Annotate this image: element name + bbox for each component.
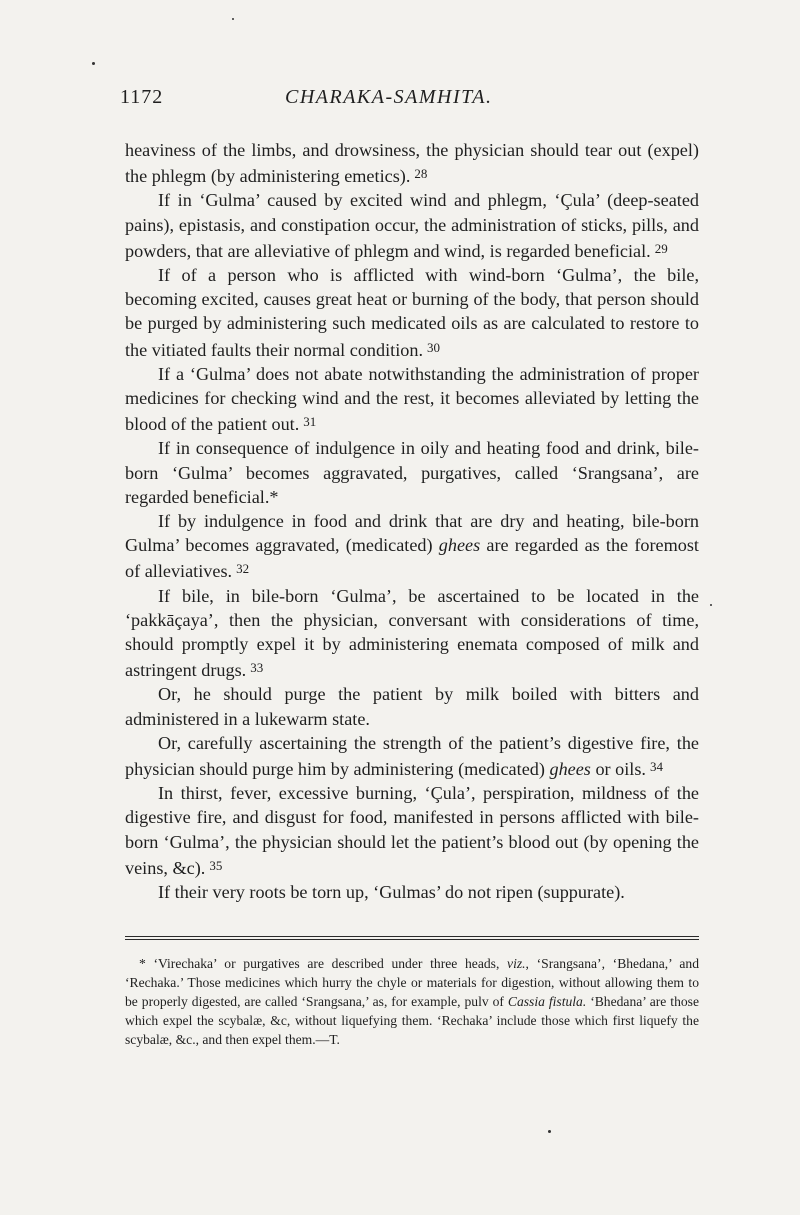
emphasis: ghees (438, 535, 481, 556)
paragraph: In thirst, fever, excessive burning, ‘Çula’, perspiration, mildness of the digestive fire, and disgust for food, manifested in persons afflicted with bile-born ‘Gulma’, the physician should let the patient’s blood out (by opening the veins, &c). $^{35}$ (125, 783, 699, 878)
verse-number: 33 (250, 660, 264, 676)
paragraph: If bile, in bile-born ‘Gulma’, be ascertained to be located in the ‘pakkāçaya’, then the physician, conversant with considerations of time, should promptly expel it by administering enemata composed of milk and astringent drugs. $^{33}$ (125, 585, 699, 681)
speck (232, 18, 234, 20)
main-text (125, 138, 699, 904)
verse-number: 34 (649, 759, 663, 775)
footnote (125, 954, 699, 1049)
verse-number: 32 (236, 561, 250, 577)
running-title: CHARAKA-SAMHITA. (285, 86, 493, 108)
verse-number: 28 (414, 166, 428, 182)
speck (548, 1130, 551, 1133)
paragraph: If in ‘Gulma’ caused by excited wind and phlegm, ‘Çula’ (deep-seated pains), epistasis, and constipation occur, the administration of sticks, pills, and powders, that are alleviative of phlegm and wind, is regarded beneficial. $^{29}$ (125, 190, 699, 261)
paragraph: If of a person who is afflicted with wind-born ‘Gulma’, the bile, becoming excited, causes great heat or burning of the body, that person should be purged by administering such medicated oils as are calculated to restore to the vitiated faults their normal condition. $^{30}$ (125, 265, 699, 360)
paragraph: heaviness of the limbs, and drowsiness, the physician should tear out (expel) the phlegm (by administering emetics). $^{28}$ (125, 140, 699, 187)
paragraph: If by indulgence in food and drink that are dry and heating, bile-born Gulma’ becomes aggravated, (medicated) ghees are regarded as the foremost of alleviatives. $^{32}$ (125, 511, 699, 582)
verse-number: 35 (209, 857, 223, 873)
verse-number: 31 (303, 414, 317, 430)
footnote-divider (125, 936, 699, 940)
divider-line (125, 936, 699, 937)
speck (710, 604, 712, 606)
page-number: 1172 (120, 86, 164, 108)
page-header (120, 86, 700, 116)
paragraph: If their very roots be torn up, ‘Gulmas’ do not ripen (suppurate). (158, 882, 625, 903)
divider-line (125, 939, 699, 940)
emphasis: ghees (549, 759, 591, 780)
paragraph: Or, carefully ascertaining the strength of the patient’s digestive fire, the physician should purge him by administering (medicated) ghees or oils. $^{34}$ (125, 732, 699, 780)
paragraph: If a ‘Gulma’ does not abate notwithstanding the administration of proper medicines for checking wind and the rest, it becomes alleviated by letting the blood of the patient out. $^{31}$ (125, 363, 699, 435)
speck (92, 62, 95, 65)
verse-number: 30 (427, 339, 440, 355)
paragraph: If in consequence of indulgence in oily and heating food and drink, bile-born ‘Gulma’ becomes aggravated, purgatives, called ‘Srangsana’, are regarded beneficial.* (125, 438, 699, 507)
paragraph: Or, he should purge the patient by milk boiled with bitters and administered in a lukewarm state. (125, 684, 699, 729)
footnote-text: * ‘Virechaka’ or purgatives are described under three heads, viz., ‘Srangsana’, ‘Bhedana,’ and ‘Rechaka.’ Those medicines which hurry the chyle or materials for digestion, without allowing them to be properly digested, are called ‘Srangsana,’ as, for example, pulv of Cassia fistula. ‘Bhedana’ are those which expel the scybalæ, &c, without liquefying them. ‘Rechaka’ include those which first liquefy the scybalæ, &c., and then expel them.—T. (125, 956, 699, 1047)
verse-number: 29 (654, 240, 668, 256)
